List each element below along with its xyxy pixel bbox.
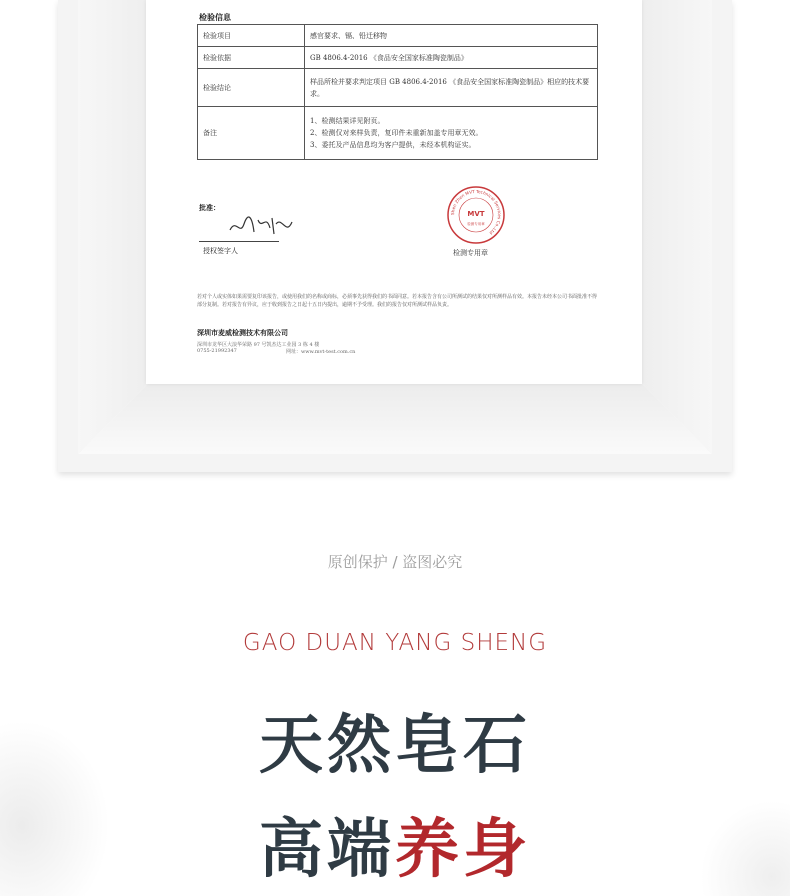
headline-premium-wellness xyxy=(0,798,790,890)
row-value: GB 4806.4-2016 《食品安全国家标准陶瓷制品》 xyxy=(305,47,598,69)
headline-natural-soapstone: 天然皂石 xyxy=(259,708,531,783)
pinyin-title: GAO DUAN YANG SHENG xyxy=(242,630,548,656)
seal-center: 检测专用章 xyxy=(467,222,485,226)
signature-image xyxy=(226,210,296,242)
company-address: 深圳市龙华区大浪华荣路 97 号凯杰达工业园 3 栋 4 楼 xyxy=(197,342,320,348)
inspection-table xyxy=(197,24,598,160)
company-name: 深圳市麦威检测技术有限公司 xyxy=(197,328,288,337)
seal-text: Shen Zhen MVT Technical Services Co.,Ltd xyxy=(449,188,503,236)
row-value: 样品所检并要求判定项目 GB 4806.4-2016 《食品安全国家标准陶瓷制品》相应的技术要求。 xyxy=(305,69,598,107)
headline-red-part: 养身 xyxy=(395,812,531,887)
remark-line: 1、检测结果详见附页。 xyxy=(310,117,385,125)
table-row xyxy=(198,47,598,69)
frame-bevel-right xyxy=(642,0,712,454)
row-label: 检验项目 xyxy=(198,25,305,47)
row-value: 感官要求、镉、铅迁移物 xyxy=(305,25,598,47)
row-label: 备注 xyxy=(198,107,305,160)
table-row xyxy=(198,69,598,107)
row-label: 检验依据 xyxy=(198,47,305,69)
copyright-notice: 原创保护 / 盗图必究 xyxy=(327,553,463,571)
signature-line xyxy=(199,241,279,242)
frame-bevel-bottom xyxy=(78,384,712,454)
seal-label: 检测专用章 xyxy=(453,249,488,257)
row-label: 检验结论 xyxy=(198,69,305,107)
notice-text: 若对个人或实体如果需要复印该报告，或使用我们的名称或商标，必须事先获得我们的书面同意。若本报告含有公司所测试的结果仅对所测样品有效。本报告未经本公司书面批准不得部分复制。若对报告有异议，应于收到报告之日起十五日内提出，逾期不予受理。我们的报告仅对所测试样品负责。 xyxy=(197,294,598,308)
remark-line: 2、检测仅对来样负责，复印件未重新加盖专用章无效。 xyxy=(310,129,483,137)
official-seal-icon xyxy=(446,185,506,245)
company-website: 网址：www.mvt-test.com.cn xyxy=(286,349,356,355)
approve-label: 批准： xyxy=(199,203,220,212)
remark-line: 3、委托及产品信息均为客户提供，未经本机构证实。 xyxy=(310,141,476,149)
frame-bevel-left xyxy=(78,0,148,454)
headline-dark-part: 高端 xyxy=(259,812,395,887)
row-value xyxy=(305,107,598,160)
table-row xyxy=(198,25,598,47)
company-phone: 0755-21992347 xyxy=(197,348,237,354)
table-row xyxy=(198,107,598,160)
section-title: 检验信息 xyxy=(199,12,231,22)
seal-logo: MVT xyxy=(467,210,485,218)
signer-label: 授权签字人 xyxy=(203,247,238,255)
